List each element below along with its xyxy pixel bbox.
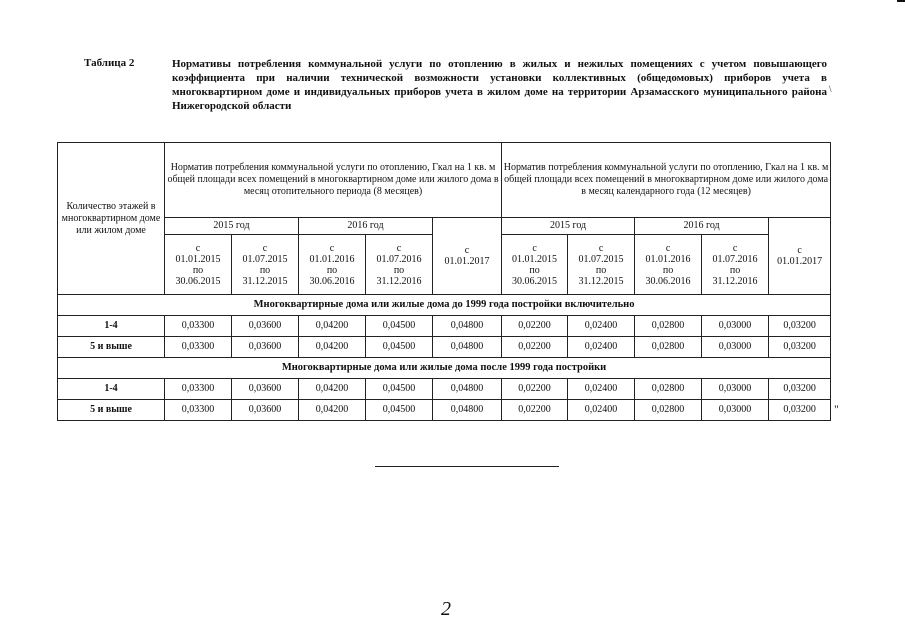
- table-cell: 0,03000: [702, 337, 769, 358]
- table-cell: 0,03600: [232, 337, 299, 358]
- table-row: [58, 337, 831, 358]
- row-label: 1-4: [58, 379, 165, 400]
- table-cell: 0,03000: [702, 316, 769, 337]
- table-cell: 0,04800: [433, 337, 502, 358]
- calendar-year-group-header: Норматив потребления коммунальной услуги по отоплению, Гкал на 1 кв. м общей площади всех помещений в многоквартирном доме или жилого дома в месяц календарного года (12 месяцев): [502, 143, 831, 218]
- divider-line: [375, 466, 559, 467]
- period-header: с 01.07.2016 по 31.12.2016: [702, 235, 769, 295]
- row-label: 5 и выше: [58, 337, 165, 358]
- table-cell: 0,03000: [702, 400, 769, 421]
- table-cell: 0,02200: [502, 400, 568, 421]
- table-cell: 0,04500: [366, 337, 433, 358]
- period-header: с 01.01.2016 по 30.06.2016: [635, 235, 702, 295]
- page-number: 2: [441, 598, 451, 620]
- table-cell: 0,03300: [165, 379, 232, 400]
- period-header: с 01.07.2015 по 31.12.2015: [232, 235, 299, 295]
- table-caption-label: Таблица 2: [84, 57, 135, 69]
- table-row: [58, 316, 831, 337]
- year-2015-header: 2015 год: [165, 218, 299, 235]
- norms-table: [57, 142, 831, 421]
- caption-margin-mark: \: [829, 84, 832, 94]
- section-title: Многоквартирные дома или жилые дома до 1999 года постройки включительно: [58, 295, 831, 316]
- heating-period-group-header: Норматив потребления коммунальной услуги по отоплению, Гкал на 1 кв. м общей площади всех помещений в многоквартирном доме или жилого дома в месяц отопительного периода (8 месяцев): [165, 143, 502, 218]
- period-from-2017-header: с 01.01.2017: [769, 218, 831, 295]
- table-cell: 0,04200: [299, 379, 366, 400]
- table-row: [58, 400, 831, 421]
- table-cell: 0,04200: [299, 337, 366, 358]
- floors-column-header: Количество этажей в многоквартирном доме или жилом доме: [58, 143, 165, 295]
- period-header: с 01.01.2015 по 30.06.2015: [502, 235, 568, 295]
- table-cell: 0,04800: [433, 400, 502, 421]
- table-cell: 0,03200: [769, 379, 831, 400]
- table-cell: 0,04200: [299, 400, 366, 421]
- table-cell: 0,04500: [366, 379, 433, 400]
- table-cell: 0,03200: [769, 316, 831, 337]
- table-cell: 0,02200: [502, 316, 568, 337]
- table-cell: 0,04500: [366, 400, 433, 421]
- closing-quote-mark: ": [834, 402, 839, 416]
- table-cell: 0,02800: [635, 379, 702, 400]
- table-cell: 0,02200: [502, 379, 568, 400]
- table-cell: 0,02400: [568, 337, 635, 358]
- year-2016-header: 2016 год: [299, 218, 433, 235]
- table-cell: 0,02200: [502, 337, 568, 358]
- period-header: с 01.07.2015 по 31.12.2015: [568, 235, 635, 295]
- table-cell: 0,03200: [769, 337, 831, 358]
- table-cell: 0,02800: [635, 337, 702, 358]
- year-2015-header: 2015 год: [502, 218, 635, 235]
- table-cell: 0,04500: [366, 316, 433, 337]
- year-2016-header: 2016 год: [635, 218, 769, 235]
- table-cell: 0,02800: [635, 316, 702, 337]
- row-label: 1-4: [58, 316, 165, 337]
- table-cell: 0,03300: [165, 400, 232, 421]
- period-header: с 01.07.2016 по 31.12.2016: [366, 235, 433, 295]
- table-cell: 0,03200: [769, 400, 831, 421]
- period-from-2017-header: с 01.01.2017: [433, 218, 502, 295]
- table-cell: 0,02400: [568, 379, 635, 400]
- table-caption-title: Нормативы потребления коммунальной услуги по отоплению в жилых и нежилых помещениях с учетом повышающего коэффициента при наличии технической возможности установки коллективных (общедомовых) приборов учета в многоквартирном доме и индивидуальных приборов учета в жилом доме на территории Арзамасского муниципального района Нижегородской области: [172, 58, 827, 112]
- table-cell: 0,03600: [232, 379, 299, 400]
- table-cell: 0,03600: [232, 400, 299, 421]
- table-cell: 0,03600: [232, 316, 299, 337]
- table-cell: 0,04200: [299, 316, 366, 337]
- table-cell: 0,03000: [702, 379, 769, 400]
- table-cell: 0,04800: [433, 316, 502, 337]
- table-cell: 0,02800: [635, 400, 702, 421]
- section-title: Многоквартирные дома или жилые дома после 1999 года постройки: [58, 358, 831, 379]
- table-cell: 0,02400: [568, 316, 635, 337]
- row-label: 5 и выше: [58, 400, 165, 421]
- table-cell: 0,02400: [568, 400, 635, 421]
- table-cell: 0,03300: [165, 337, 232, 358]
- table-cell: 0,04800: [433, 379, 502, 400]
- table-row: [58, 379, 831, 400]
- corner-mark: [897, 0, 905, 2]
- table-cell: 0,03300: [165, 316, 232, 337]
- period-header: с 01.01.2015 по 30.06.2015: [165, 235, 232, 295]
- period-header: с 01.01.2016 по 30.06.2016: [299, 235, 366, 295]
